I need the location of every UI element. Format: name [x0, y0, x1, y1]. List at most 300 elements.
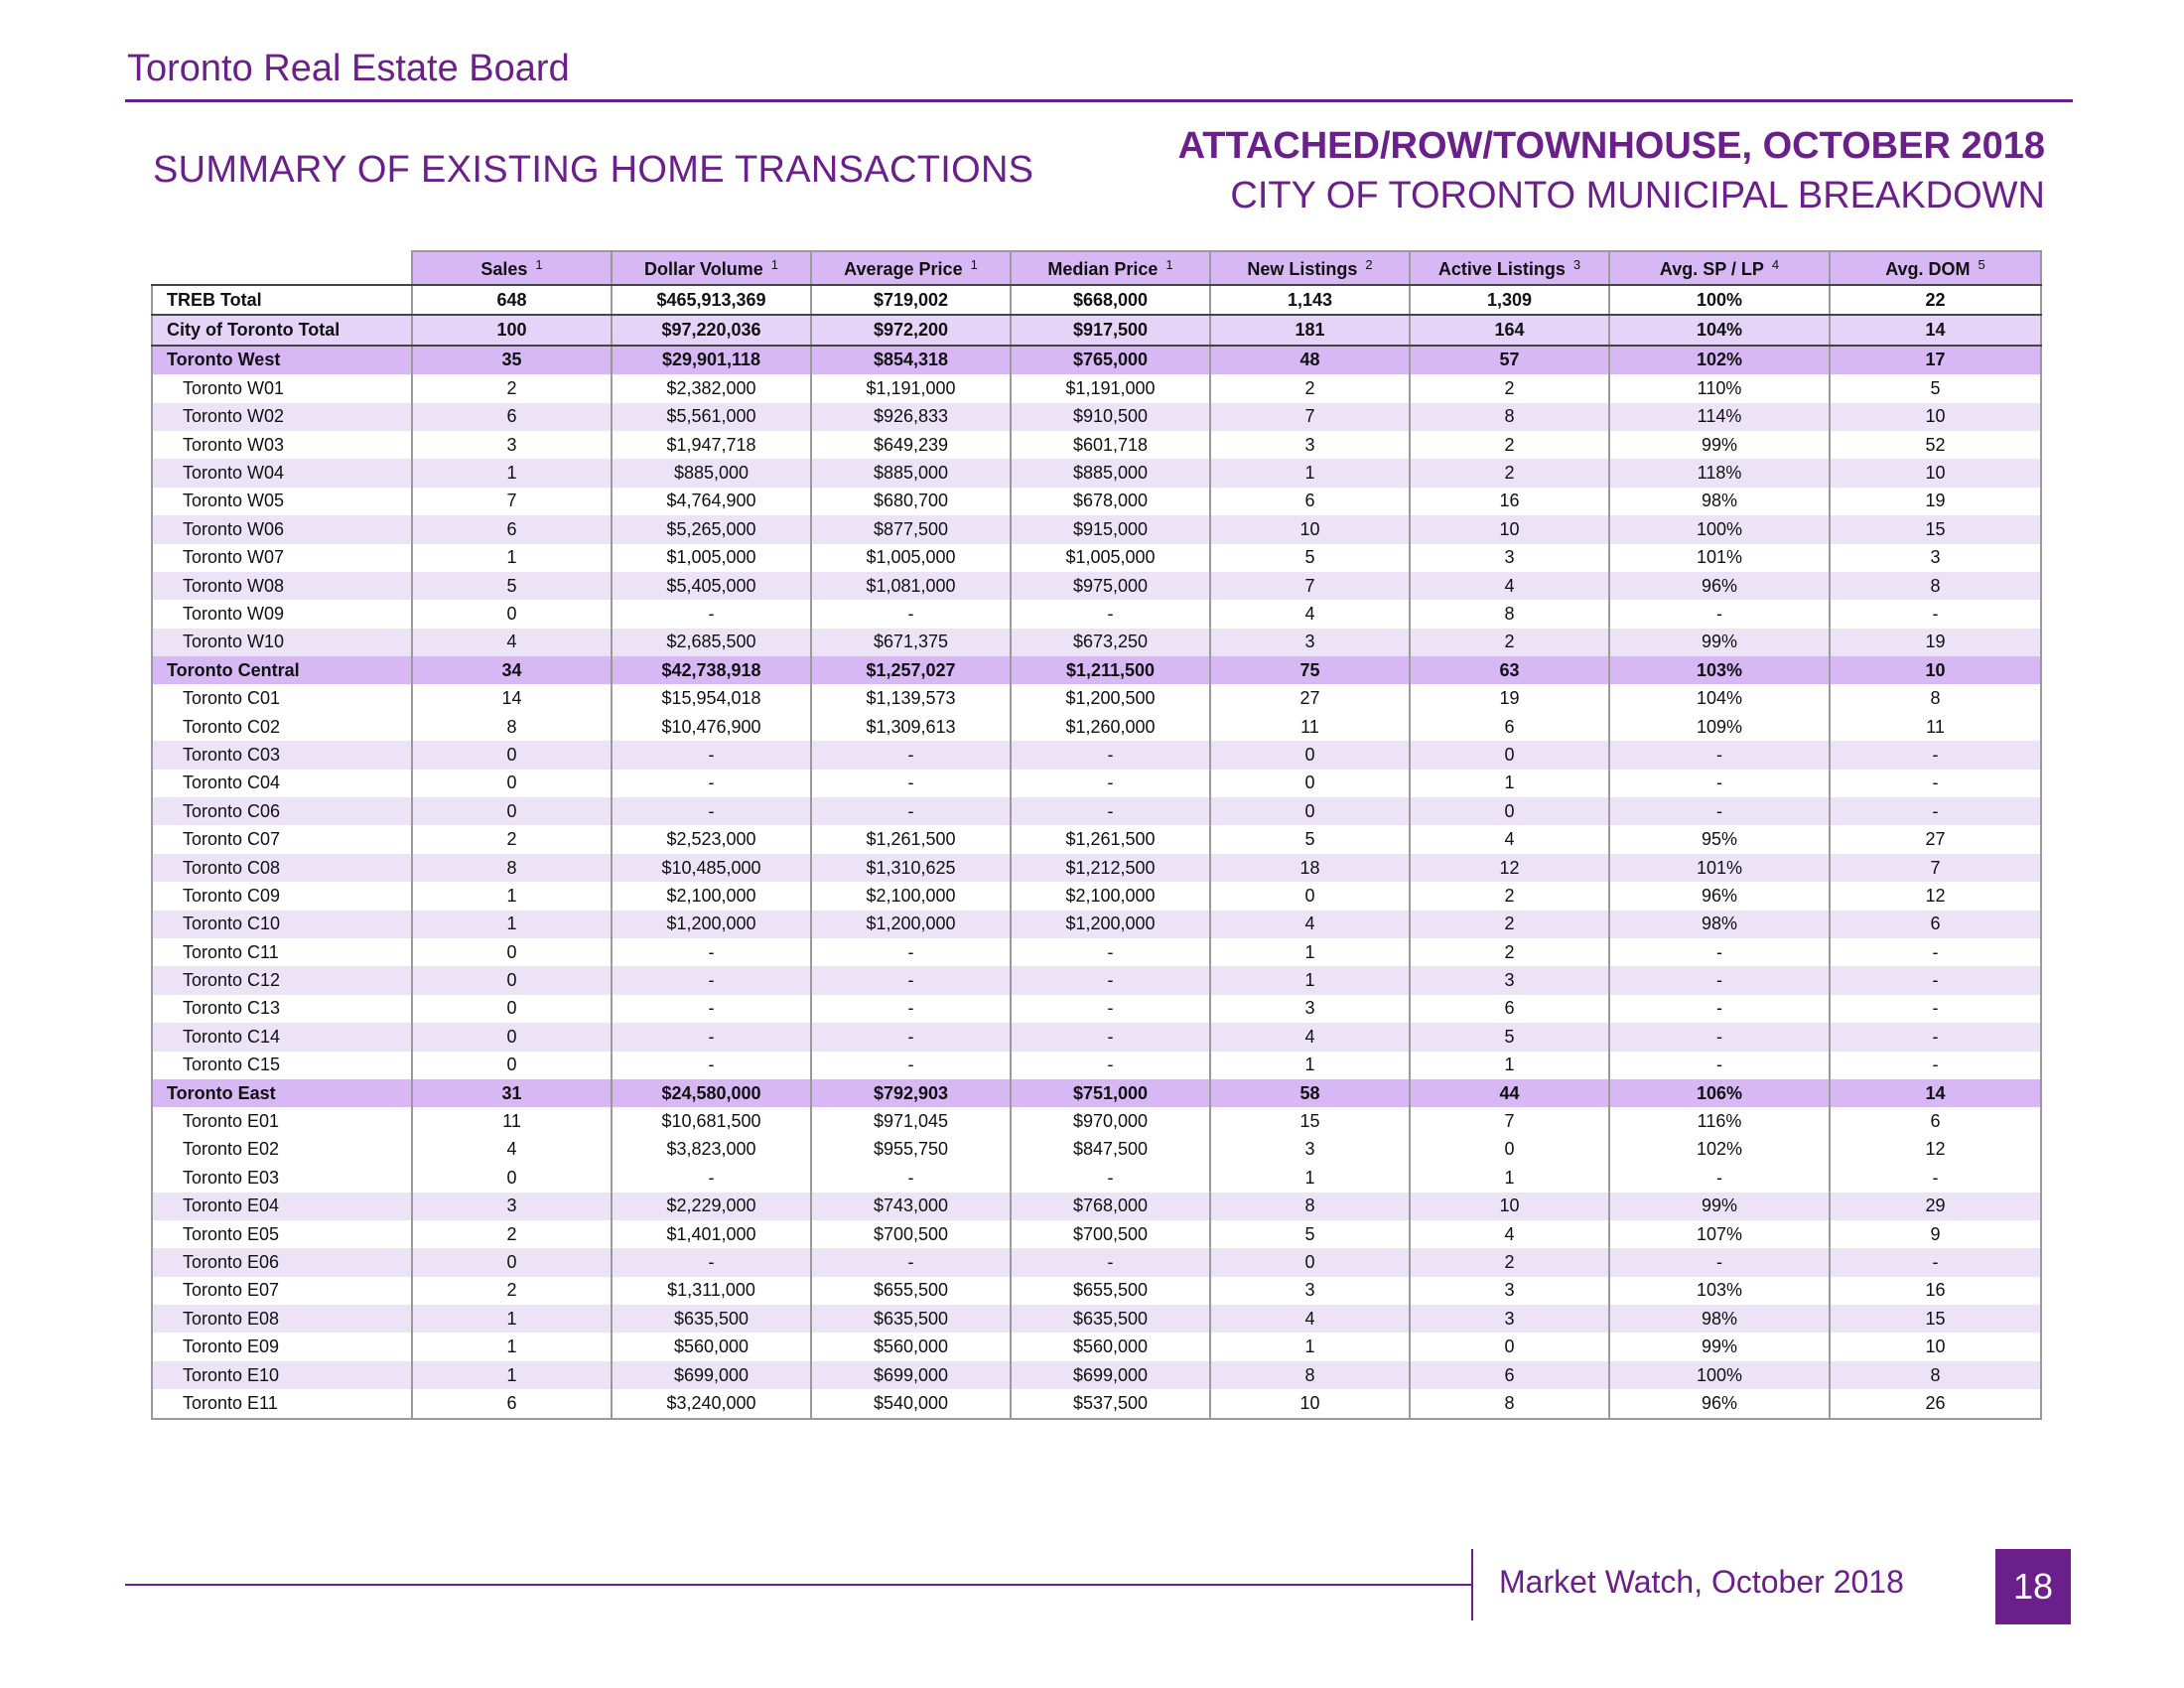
table-cell: 1 — [412, 911, 612, 938]
area-name: Toronto C13 — [152, 995, 412, 1023]
table-cell: 1 — [1210, 1052, 1410, 1079]
table-row — [152, 1389, 2041, 1418]
table-cell: - — [1609, 600, 1830, 628]
table-cell: $975,000 — [1011, 572, 1210, 600]
table-row — [152, 938, 2041, 966]
table-cell: $2,100,000 — [1011, 882, 1210, 910]
table-cell: 11 — [1210, 713, 1410, 741]
table-cell: $10,476,900 — [612, 713, 811, 741]
footnote-marker: 2 — [1365, 256, 1373, 272]
table-cell: 0 — [1410, 797, 1609, 825]
table-cell: 6 — [1830, 1107, 2041, 1135]
area-name: Toronto E11 — [152, 1389, 412, 1418]
table-cell: - — [811, 938, 1011, 966]
table-cell: - — [1011, 966, 1210, 994]
table-cell: 19 — [1410, 684, 1609, 712]
table-cell: - — [1011, 600, 1210, 628]
table-cell: 4 — [412, 1136, 612, 1164]
table-header-row — [152, 251, 2041, 285]
table-row — [152, 1220, 2041, 1248]
table-cell: 3 — [1830, 544, 2041, 572]
table-cell: 1 — [1410, 1052, 1609, 1079]
table-cell: 2 — [412, 1220, 612, 1248]
table-cell: - — [1609, 770, 1830, 797]
table-cell: 106% — [1609, 1079, 1830, 1107]
table-row — [152, 1305, 2041, 1333]
table-cell: 3 — [1210, 1136, 1410, 1164]
organization-title: Toronto Real Estate Board — [127, 48, 570, 89]
area-name: Toronto C10 — [152, 911, 412, 938]
column-header-sales: Sales $^1$ — [412, 251, 612, 285]
table-row — [152, 544, 2041, 572]
table-cell: $885,000 — [811, 459, 1011, 487]
table-cell: $847,500 — [1011, 1136, 1210, 1164]
table-cell: - — [1609, 741, 1830, 769]
table-cell: $42,738,918 — [612, 656, 811, 684]
table-cell: 96% — [1609, 882, 1830, 910]
table-row — [152, 882, 2041, 910]
area-name: Toronto C09 — [152, 882, 412, 910]
table-cell: - — [1609, 938, 1830, 966]
table-cell: 0 — [1210, 1248, 1410, 1276]
area-name: Toronto W03 — [152, 431, 412, 459]
table-cell: $465,913,369 — [612, 285, 811, 315]
area-name: Toronto W04 — [152, 459, 412, 487]
table-cell: $5,405,000 — [612, 572, 811, 600]
table-cell: $97,220,036 — [612, 315, 811, 345]
table-cell: 4 — [1210, 600, 1410, 628]
table-cell: - — [1830, 1023, 2041, 1051]
table-cell: $699,000 — [811, 1361, 1011, 1389]
table-cell: 7 — [1210, 572, 1410, 600]
table-cell: 22 — [1830, 285, 2041, 315]
table-cell: - — [1609, 995, 1830, 1023]
column-header-avg-sp-lp: Avg. SP / LP $^4$ — [1609, 251, 1830, 285]
table-cell: 102% — [1609, 346, 1830, 374]
table-row — [152, 995, 2041, 1023]
table-row — [152, 1136, 2041, 1164]
table-cell: $877,500 — [811, 515, 1011, 543]
region-subtotal-row — [152, 1079, 2041, 1107]
area-name: Toronto W01 — [152, 374, 412, 402]
table-cell: 75 — [1210, 656, 1410, 684]
table-cell: $768,000 — [1011, 1193, 1210, 1220]
table-cell: 3 — [1210, 1277, 1410, 1305]
table-cell: 2 — [1410, 1248, 1609, 1276]
table-cell: 17 — [1830, 346, 2041, 374]
table-cell: 0 — [412, 1052, 612, 1079]
table-cell: 101% — [1609, 854, 1830, 882]
table-row — [152, 600, 2041, 628]
table-cell: 0 — [412, 938, 612, 966]
table-cell: 0 — [1210, 770, 1410, 797]
table-cell: - — [1830, 1164, 2041, 1192]
table-cell: - — [1830, 966, 2041, 994]
table-cell: $635,500 — [612, 1305, 811, 1333]
area-name: Toronto E06 — [152, 1248, 412, 1276]
table-row — [152, 1052, 2041, 1079]
area-name: Toronto East — [152, 1079, 412, 1107]
table-cell: $2,685,500 — [612, 629, 811, 656]
table-cell: $751,000 — [1011, 1079, 1210, 1107]
footnote-marker: 1 — [970, 256, 978, 272]
table-cell: 95% — [1609, 825, 1830, 853]
table-cell: $668,000 — [1011, 285, 1210, 315]
table-cell: 98% — [1609, 1305, 1830, 1333]
region-subtotal-row — [152, 346, 2041, 374]
table-cell: $719,002 — [811, 285, 1011, 315]
table-cell: $1,212,500 — [1011, 854, 1210, 882]
table-cell: 14 — [1830, 1079, 2041, 1107]
column-header-active-listings: Active Listings $^3$ — [1410, 251, 1609, 285]
table-cell: 0 — [412, 1248, 612, 1276]
table-cell: $655,500 — [811, 1277, 1011, 1305]
table-cell: 2 — [412, 825, 612, 853]
table-cell: 0 — [412, 966, 612, 994]
table-row — [152, 515, 2041, 543]
area-name: Toronto W08 — [152, 572, 412, 600]
table-cell: 3 — [1410, 544, 1609, 572]
table-row — [152, 911, 2041, 938]
table-cell: 1 — [1210, 1333, 1410, 1360]
table-cell: 104% — [1609, 684, 1830, 712]
area-name: Toronto C11 — [152, 938, 412, 966]
table-cell: - — [612, 741, 811, 769]
table-cell: $29,901,118 — [612, 346, 811, 374]
table-cell: 14 — [412, 684, 612, 712]
table-row — [152, 1107, 2041, 1135]
page-number: 18 — [1995, 1549, 2071, 1624]
table-row — [152, 572, 2041, 600]
table-cell: - — [1830, 1052, 2041, 1079]
table-cell: $1,401,000 — [612, 1220, 811, 1248]
table-cell: $24,580,000 — [612, 1079, 811, 1107]
table-cell: $680,700 — [811, 488, 1011, 515]
table-cell: 10 — [1830, 656, 2041, 684]
table-row — [152, 1248, 2041, 1276]
table-cell: 35 — [412, 346, 612, 374]
table-cell: 2 — [412, 374, 612, 402]
table-cell: 96% — [1609, 572, 1830, 600]
table-cell: $5,561,000 — [612, 403, 811, 431]
table-cell: $971,045 — [811, 1107, 1011, 1135]
table-cell: 11 — [1830, 713, 2041, 741]
table-cell: 1 — [412, 1361, 612, 1389]
table-row — [152, 1023, 2041, 1051]
table-cell: 4 — [1210, 1305, 1410, 1333]
footnote-marker: 4 — [1771, 256, 1780, 272]
table-cell: 12 — [1410, 854, 1609, 882]
table-cell: $743,000 — [811, 1193, 1011, 1220]
table-cell: 8 — [1830, 572, 2041, 600]
table-cell: - — [811, 1164, 1011, 1192]
table-cell: $560,000 — [1011, 1333, 1210, 1360]
table-cell: 101% — [1609, 544, 1830, 572]
area-name: Toronto W10 — [152, 629, 412, 656]
table-cell: - — [1011, 995, 1210, 1023]
table-cell: - — [612, 1052, 811, 1079]
table-cell: 98% — [1609, 488, 1830, 515]
table-cell: $699,000 — [1011, 1361, 1210, 1389]
table-cell: - — [1609, 797, 1830, 825]
area-name: Toronto C15 — [152, 1052, 412, 1079]
footnote-marker: 1 — [770, 256, 778, 272]
area-name: Toronto C07 — [152, 825, 412, 853]
table-cell: 181 — [1210, 315, 1410, 345]
table-cell: 3 — [1210, 431, 1410, 459]
area-name: Toronto E08 — [152, 1305, 412, 1333]
table-cell: 8 — [1210, 1361, 1410, 1389]
table-cell: $1,261,500 — [1011, 825, 1210, 853]
table-cell: 12 — [1830, 1136, 2041, 1164]
table-row — [152, 825, 2041, 853]
area-name: Toronto C04 — [152, 770, 412, 797]
table-row — [152, 488, 2041, 515]
table-cell: 6 — [412, 403, 612, 431]
table-cell: 0 — [1210, 882, 1410, 910]
table-cell: $917,500 — [1011, 315, 1210, 345]
table-cell: 8 — [1410, 1389, 1609, 1418]
table-cell: - — [1830, 797, 2041, 825]
table-cell: $649,239 — [811, 431, 1011, 459]
table-cell: 0 — [1210, 741, 1410, 769]
table-row — [152, 797, 2041, 825]
table-row — [152, 684, 2041, 712]
area-name: Toronto Central — [152, 656, 412, 684]
footer-divider-tick — [1471, 1549, 1473, 1620]
table-cell: 1 — [1210, 459, 1410, 487]
table-cell: $540,000 — [811, 1389, 1011, 1418]
table-cell: 16 — [1410, 488, 1609, 515]
table-cell: 15 — [1830, 515, 2041, 543]
table-cell: 63 — [1410, 656, 1609, 684]
footnote-marker: 1 — [1165, 256, 1173, 272]
table-cell: 44 — [1410, 1079, 1609, 1107]
table-cell: 8 — [1210, 1193, 1410, 1220]
table-cell: $673,250 — [1011, 629, 1210, 656]
table-cell: 114% — [1609, 403, 1830, 431]
table-cell: 109% — [1609, 713, 1830, 741]
area-name: Toronto W02 — [152, 403, 412, 431]
area-name: Toronto C08 — [152, 854, 412, 882]
header-blank-cell — [152, 251, 412, 285]
table-cell: - — [1830, 995, 2041, 1023]
table-cell: - — [1609, 1164, 1830, 1192]
table-cell: 2 — [1210, 374, 1410, 402]
table-cell: 4 — [412, 629, 612, 656]
table-cell: 1 — [1210, 1164, 1410, 1192]
table-cell: 34 — [412, 656, 612, 684]
table-cell: - — [612, 1023, 811, 1051]
table-cell: 0 — [412, 995, 612, 1023]
table-cell: - — [612, 966, 811, 994]
table-cell: 2 — [1410, 431, 1609, 459]
table-cell: - — [811, 770, 1011, 797]
table-cell: $700,500 — [1011, 1220, 1210, 1248]
table-cell: 107% — [1609, 1220, 1830, 1248]
table-cell: 6 — [412, 1389, 612, 1418]
table-cell: - — [1011, 1248, 1210, 1276]
table-cell: 1,143 — [1210, 285, 1410, 315]
table-cell: $635,500 — [811, 1305, 1011, 1333]
table-cell: $1,200,000 — [811, 911, 1011, 938]
table-cell: 1 — [1410, 770, 1609, 797]
table-row — [152, 770, 2041, 797]
area-name: Toronto E09 — [152, 1333, 412, 1360]
table-row — [152, 1193, 2041, 1220]
table-cell: 26 — [1830, 1389, 2041, 1418]
table-row — [152, 854, 2041, 882]
table-cell: 6 — [1410, 995, 1609, 1023]
table-cell: $1,005,000 — [612, 544, 811, 572]
table-cell: 1,309 — [1410, 285, 1609, 315]
table-cell: 19 — [1830, 488, 2041, 515]
table-cell: 0 — [412, 797, 612, 825]
table-cell: $2,523,000 — [612, 825, 811, 853]
table-cell: 3 — [1410, 1277, 1609, 1305]
table-cell: 5 — [1410, 1023, 1609, 1051]
table-row — [152, 1164, 2041, 1192]
table-cell: 7 — [1210, 403, 1410, 431]
table-cell: - — [612, 1164, 811, 1192]
table-cell: $2,382,000 — [612, 374, 811, 402]
table-cell: 2 — [1410, 629, 1609, 656]
table-cell: $1,191,000 — [1011, 374, 1210, 402]
table-cell: 110% — [1609, 374, 1830, 402]
table-cell: 2 — [1410, 938, 1609, 966]
area-name: Toronto W06 — [152, 515, 412, 543]
table-cell: 29 — [1830, 1193, 2041, 1220]
table-cell: - — [1011, 1164, 1210, 1192]
table-cell: 4 — [1210, 1023, 1410, 1051]
table-cell: 3 — [1410, 966, 1609, 994]
table-cell: - — [1609, 966, 1830, 994]
table-cell: 10 — [1210, 515, 1410, 543]
table-cell: 48 — [1210, 346, 1410, 374]
table-cell: - — [1830, 1248, 2041, 1276]
summary-title: SUMMARY OF EXISTING HOME TRANSACTIONS — [153, 149, 1034, 191]
table-cell: 27 — [1210, 684, 1410, 712]
area-name: Toronto W09 — [152, 600, 412, 628]
table-cell: $1,260,000 — [1011, 713, 1210, 741]
table-cell: 1 — [412, 882, 612, 910]
table-cell: $601,718 — [1011, 431, 1210, 459]
table-cell: 10 — [1410, 515, 1609, 543]
footnote-marker: 1 — [535, 256, 543, 272]
table-cell: 10 — [1210, 1389, 1410, 1418]
table-cell: 5 — [412, 572, 612, 600]
table-row — [152, 629, 2041, 656]
table-cell: $915,000 — [1011, 515, 1210, 543]
table-cell: 27 — [1830, 825, 2041, 853]
table-row — [152, 741, 2041, 769]
table-cell: 8 — [1830, 1361, 2041, 1389]
transactions-table — [151, 250, 2042, 1420]
table-cell: 0 — [412, 1164, 612, 1192]
table-cell: 2 — [1410, 374, 1609, 402]
table-cell: 0 — [412, 741, 612, 769]
table-cell: $1,005,000 — [811, 544, 1011, 572]
table-cell: 1 — [1210, 966, 1410, 994]
table-cell: $1,211,500 — [1011, 656, 1210, 684]
table-cell: $972,200 — [811, 315, 1011, 345]
table-cell: 103% — [1609, 656, 1830, 684]
table-cell: 3 — [412, 1193, 612, 1220]
area-name: Toronto E03 — [152, 1164, 412, 1192]
table-cell: 58 — [1210, 1079, 1410, 1107]
table-row — [152, 966, 2041, 994]
table-row — [152, 431, 2041, 459]
table-cell: 5 — [1210, 1220, 1410, 1248]
table-cell: 99% — [1609, 629, 1830, 656]
table-cell: 1 — [412, 1333, 612, 1360]
table-cell: $537,500 — [1011, 1389, 1210, 1418]
table-cell: $560,000 — [612, 1333, 811, 1360]
table-cell: 6 — [1410, 713, 1609, 741]
table-cell: - — [612, 600, 811, 628]
area-name: Toronto E10 — [152, 1361, 412, 1389]
table-cell: - — [1011, 770, 1210, 797]
table-cell: - — [811, 995, 1011, 1023]
table-cell: $635,500 — [1011, 1305, 1210, 1333]
table-cell: $4,764,900 — [612, 488, 811, 515]
table-cell: $2,100,000 — [612, 882, 811, 910]
table-cell: - — [1830, 938, 2041, 966]
area-name: City of Toronto Total — [152, 315, 412, 345]
area-name: Toronto C12 — [152, 966, 412, 994]
table-cell: $15,954,018 — [612, 684, 811, 712]
publication-name: Market Watch, October 2018 — [1499, 1564, 1904, 1600]
table-cell: - — [1830, 770, 2041, 797]
table-cell: - — [1830, 741, 2041, 769]
footnote-marker: 5 — [1978, 256, 1985, 272]
table-cell: - — [612, 797, 811, 825]
table-cell: 1 — [412, 459, 612, 487]
table-cell: 4 — [1410, 572, 1609, 600]
table-cell: 4 — [1410, 1220, 1609, 1248]
area-name: Toronto E04 — [152, 1193, 412, 1220]
table-cell: 6 — [1830, 911, 2041, 938]
table-cell: $1,309,613 — [811, 713, 1011, 741]
table-cell: 57 — [1410, 346, 1609, 374]
table-cell: $765,000 — [1011, 346, 1210, 374]
table-cell: - — [612, 995, 811, 1023]
table-cell: - — [1011, 1023, 1210, 1051]
table-cell: 14 — [1830, 315, 2041, 345]
table-cell: 3 — [1210, 995, 1410, 1023]
table-cell: $2,229,000 — [612, 1193, 811, 1220]
table-cell: 7 — [1830, 854, 2041, 882]
table-cell: 96% — [1609, 1389, 1830, 1418]
table-cell: 6 — [412, 515, 612, 543]
table-cell: $671,375 — [811, 629, 1011, 656]
table-cell: 8 — [1410, 600, 1609, 628]
table-cell: $678,000 — [1011, 488, 1210, 515]
table-cell: - — [811, 1052, 1011, 1079]
table-cell: $910,500 — [1011, 403, 1210, 431]
table-cell: $970,000 — [1011, 1107, 1210, 1135]
table-row — [152, 1277, 2041, 1305]
column-header-average-price: Average Price $^1$ — [811, 251, 1011, 285]
table-cell: 2 — [1410, 911, 1609, 938]
table-cell: 2 — [1410, 882, 1609, 910]
table-cell: 0 — [412, 600, 612, 628]
column-header-new-listings: New Listings $^2$ — [1210, 251, 1410, 285]
table-cell: $854,318 — [811, 346, 1011, 374]
table-cell: 5 — [1830, 374, 2041, 402]
table-cell: 104% — [1609, 315, 1830, 345]
table-cell: 6 — [1210, 488, 1410, 515]
